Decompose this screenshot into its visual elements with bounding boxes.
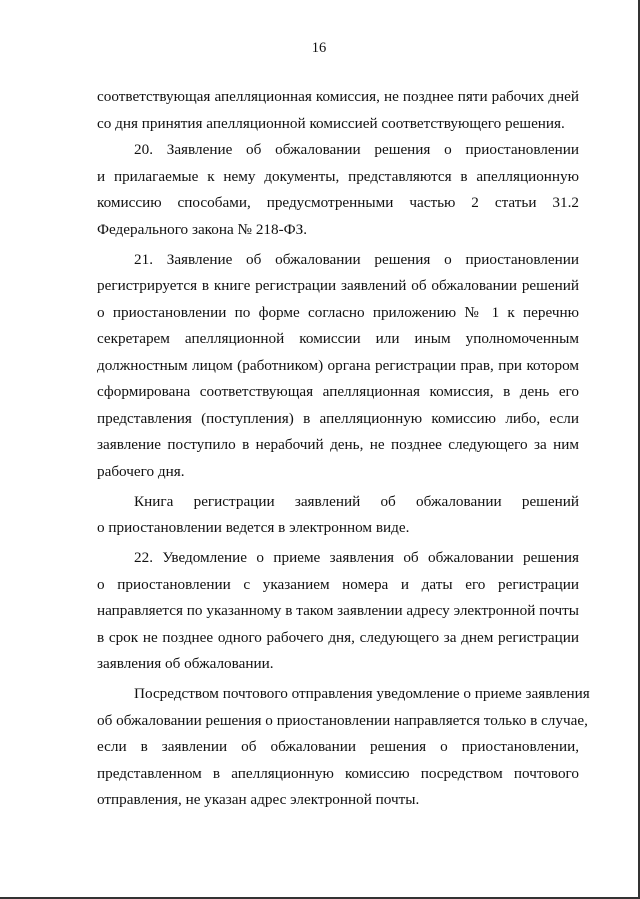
text-line: 20. Заявление об обжаловании решения о приостановлении xyxy=(134,141,579,158)
text-line: заявление поступило в нерабочий день, не позднее следующего за ним xyxy=(97,436,579,453)
text-line: со дня принятия апелляционной комиссией соответствующего решения. xyxy=(97,114,565,132)
paragraph-continuation xyxy=(97,84,579,137)
paragraph-item-21 xyxy=(97,247,579,486)
text-line: отправления, не указан адрес электронной почты. xyxy=(97,791,420,808)
paragraph-registration-book xyxy=(97,489,579,542)
text-line: сформирована соответствующая апелляционная комиссия, в день его xyxy=(97,383,579,400)
text-line: об обжаловании решения о приостановлении направляется только в случае, xyxy=(97,711,588,729)
text-line: если в заявлении об обжаловании решения о приостановлении, xyxy=(97,738,579,755)
text-line: о приостановлении с указанием номера и даты его регистрации xyxy=(97,575,579,593)
text-line: рабочего дня. xyxy=(97,462,185,480)
text-line: регистрируется в книге регистрации заявлений об обжаловании решений xyxy=(97,277,579,294)
text-line: Федерального закона № 218-ФЗ. xyxy=(97,220,308,238)
text-line: и прилагаемые к нему документы, представляются в апелляционную xyxy=(97,167,579,185)
text-line: в срок не позднее одного рабочего дня, следующего за днем регистрации xyxy=(97,628,579,646)
page-number: 16 xyxy=(311,40,327,56)
text-line: Книга регистрации заявлений об обжаловании решений xyxy=(134,492,579,510)
text-line: Посредством почтового отправления уведомление о приеме заявления xyxy=(134,685,590,702)
text-line: 22. Уведомление о приеме заявления об обжаловании решения xyxy=(134,549,579,566)
document-body xyxy=(97,84,590,814)
text-line: направляется по указанному в таком заявлении адресу электронной почты xyxy=(97,602,579,619)
text-line: о приостановлении ведется в электронном виде. xyxy=(97,519,410,536)
text-line: комиссию способами, предусмотренными частью 2 статьи 31.2 xyxy=(97,194,579,211)
paragraph-postal-notification xyxy=(97,681,590,814)
text-line: представления (поступления) в апелляционную комиссию либо, если xyxy=(97,409,579,427)
paragraph-item-20 xyxy=(97,137,579,243)
text-line: заявления об обжаловании. xyxy=(97,655,274,672)
text-line: представленном в апелляционную комиссию посредством почтового xyxy=(97,764,579,782)
text-line: соответствующая апелляционная комиссия, не позднее пяти рабочих дней xyxy=(97,88,579,105)
text-line: должностным лицом (работником) органа регистрации прав, при котором xyxy=(97,356,579,374)
paragraph-item-22 xyxy=(97,545,579,678)
text-line: секретарем апелляционной комиссии или иным уполномоченным xyxy=(97,330,579,347)
text-line: 21. Заявление об обжаловании решения о приостановлении xyxy=(134,250,579,268)
text-line: о приостановлении по форме согласно приложению № 1 к перечню xyxy=(97,303,579,321)
